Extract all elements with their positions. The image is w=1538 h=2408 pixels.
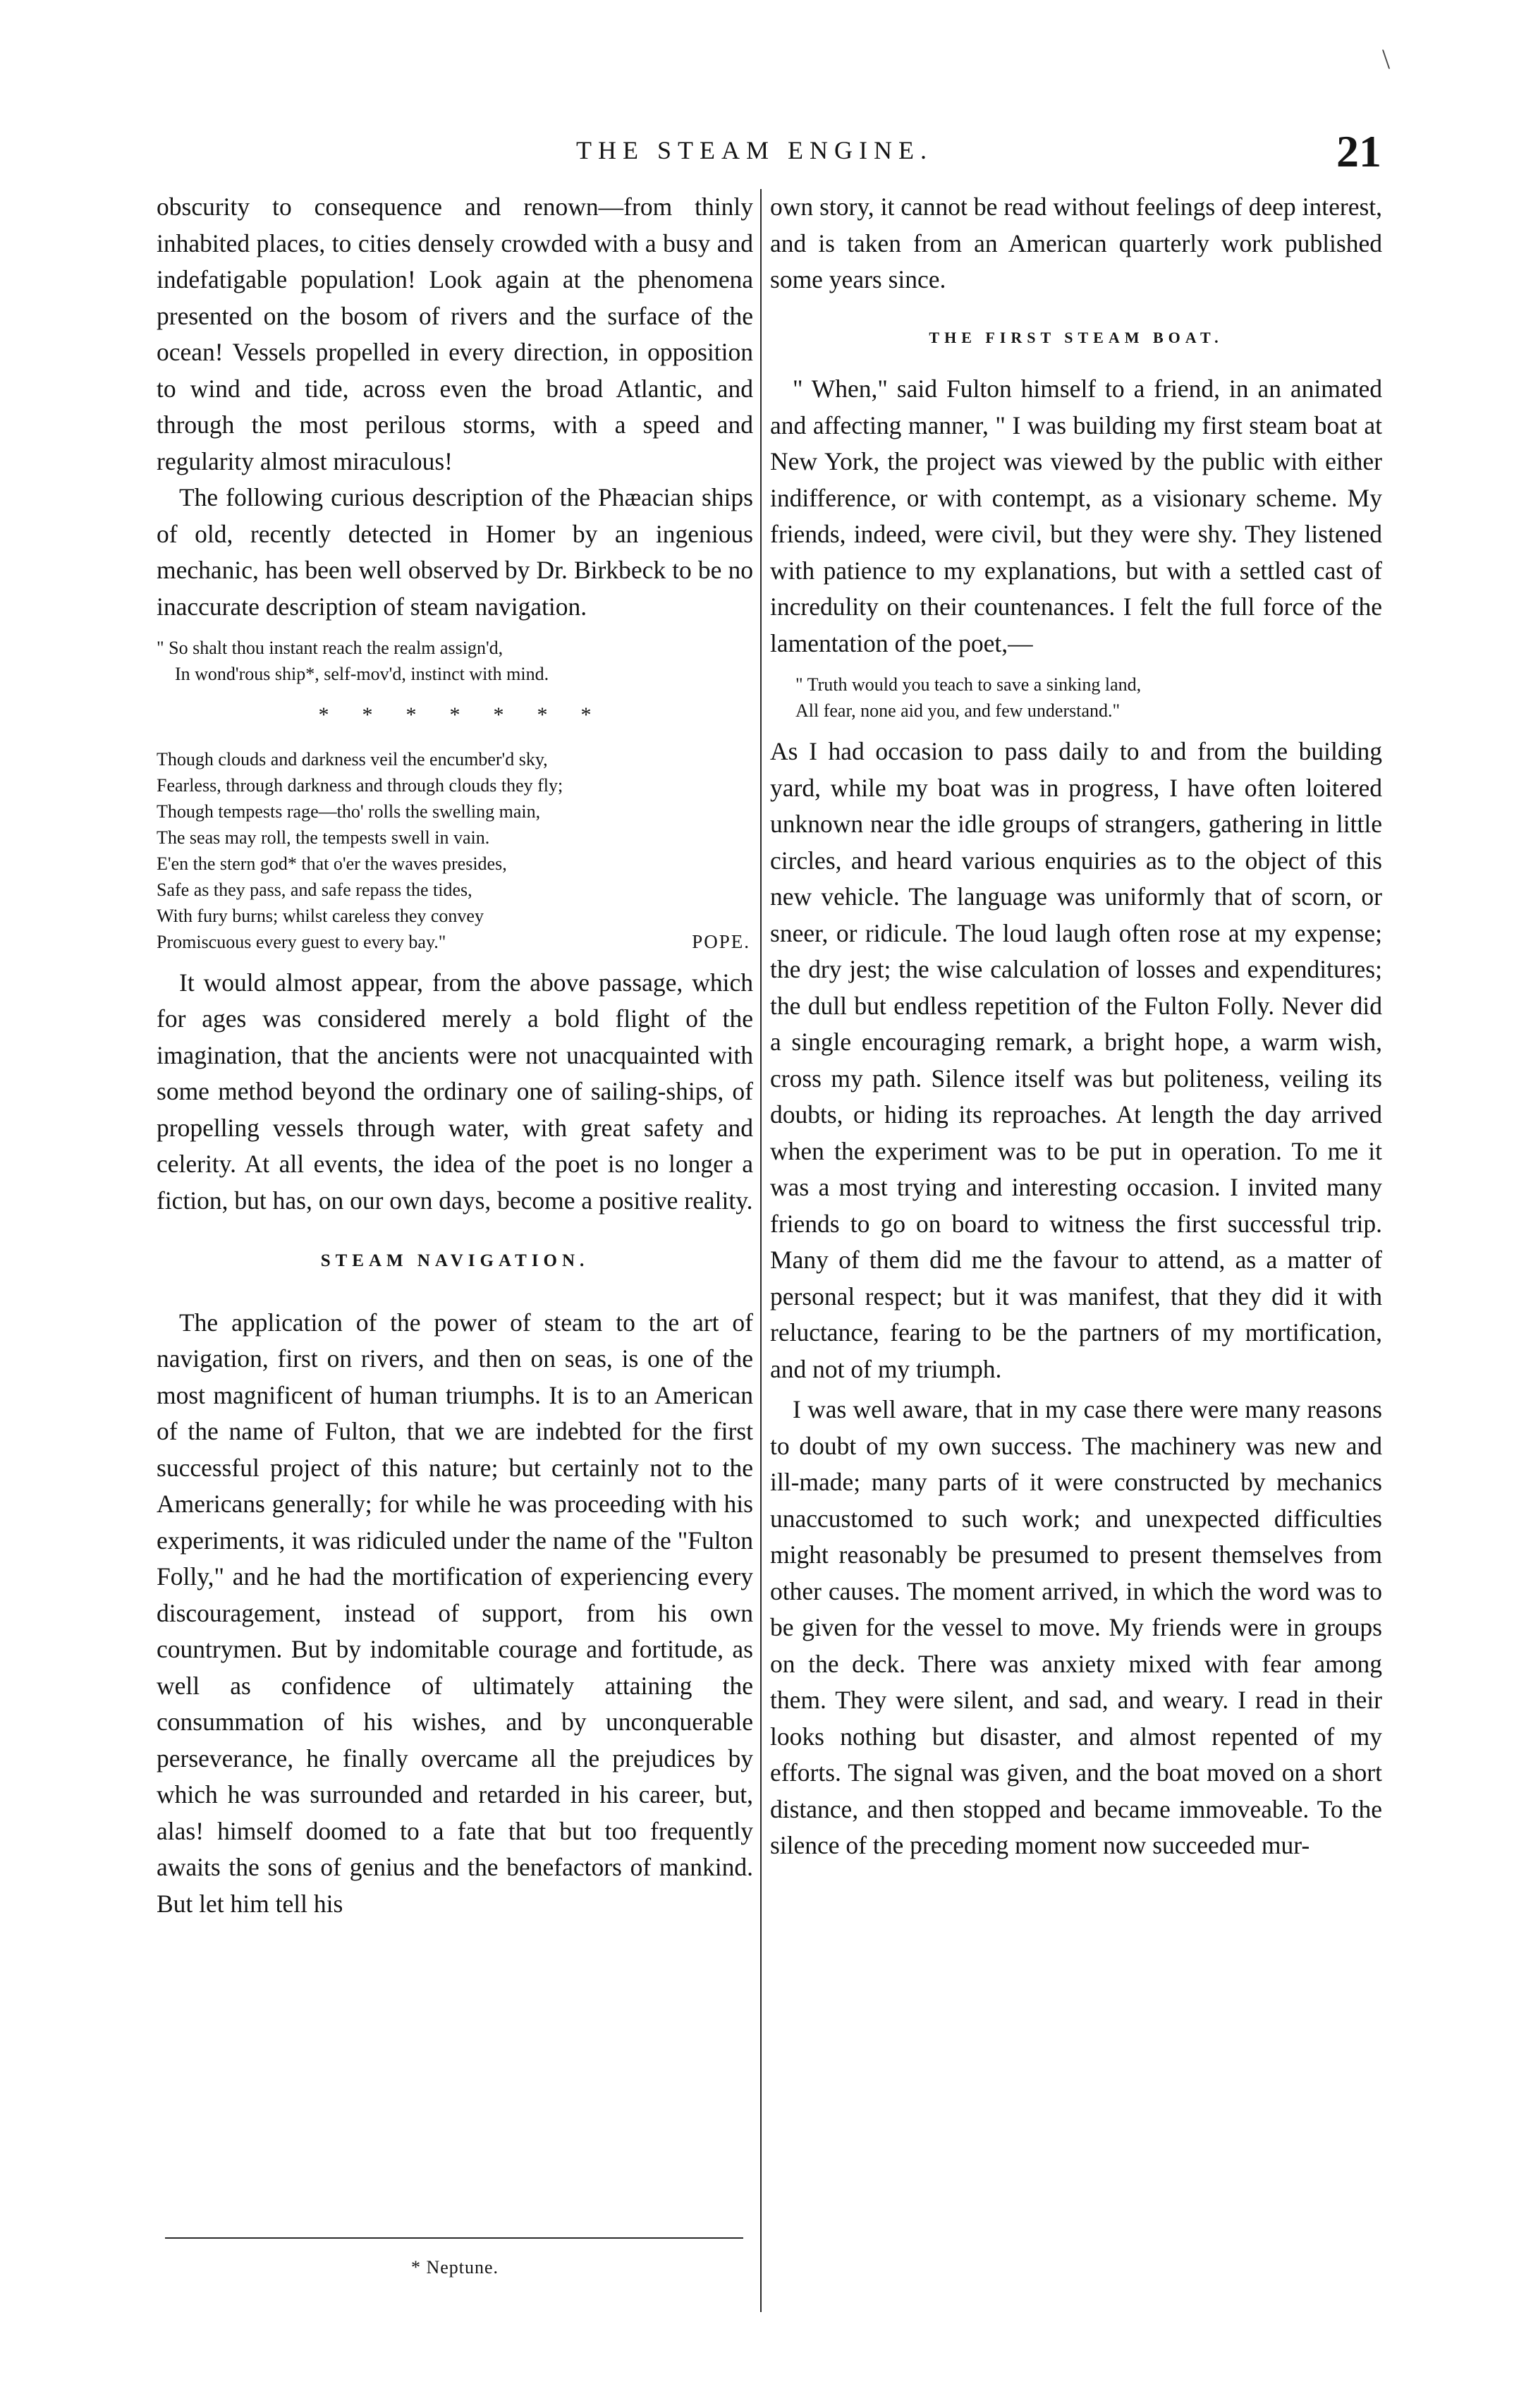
paragraph: It would almost appear, from the above passage, which for ages was considered merely a bold flight of the imagination, that the ancients were not unacquainted with some method beyond the ordinary one of sailing-ships, of propelling vessels through water, with great safety and celerity. At all events, the idea of the poet is no longer a fiction, but has, on our own days, become a positive reality. xyxy=(157,968,753,1215)
verse-line: Promiscuous every guest to every bay." xyxy=(157,931,446,952)
footnote-rule xyxy=(165,2237,743,2239)
section-heading: STEAM NAVIGATION. xyxy=(320,1251,590,1270)
verse-line: " Truth would you teach to save a sinking land, xyxy=(795,674,1142,695)
quote-attribution: POPE. xyxy=(692,930,750,952)
paragraph: The application of the power of steam to the art of navigation, first on rivers, and then on seas, is one of the most magnificent of human triumphs. It is to an American of the name of Fulton, that we are indebted for the first successful project of this nature; but certainly not to the Americans generally; for while he was proceeding with his experiments, it was ridiculed under the name of the "Fulton Folly," and he had the mortification of experiencing every discouragement, instead of support, from his own countrymen. But by indomitable courage and fortitude, as well as confidence of ultimately attaining the consummation of his wishes, and by unconquerable perseverance, he finally overcame all the prejudices by which he was surrounded and retarded in his career, but, alas! himself doomed to a fate that but too frequently awaits the sons of genius and the benefactors of mankind. But let him tell his xyxy=(157,1308,753,1918)
running-head: THE STEAM ENGINE. xyxy=(576,136,933,164)
page-number: 21 xyxy=(1336,126,1381,176)
verse-quote xyxy=(157,635,753,687)
star-mark: * xyxy=(537,703,548,726)
paragraph: " When," said Fulton himself to a friend, in an animated and affecting manner, " I was building my first steam boat at New York, the project was viewed by the public with either indifference, or with contempt, as a visionary scheme. My friends, indeed, were civil, but they were shy. They listened with patience to my explanations, but with a settled cast of incredulity on their countenances. I felt the full force of the lamentation of the poet,— xyxy=(770,375,1382,657)
verse-line: Though clouds and darkness veil the encumber'd sky, xyxy=(157,748,548,770)
paragraph: I was well aware, that in my case there were many reasons to doubt of my own success. The machinery was new and ill-made; many parts of it were constructed by mechanics unaccustomed to such work; and unexpected difficulties might reasonably be presumed to present themselves from other causes. The moment arrived, in which the word was to be given for the vessel to move. My friends were in groups on the deck. There was anxiety mixed with fear among them. They were silent, and sad, and weary. I read in their looks nothing but disaster, and almost repented of my efforts. The signal was given, and the boat moved on a short distance, and then stopped and became immoveable. To the silence of the preceding moment now succeeded mur- xyxy=(770,1395,1382,1859)
verse-line: The seas may roll, the tempests swell in vain. xyxy=(157,827,490,848)
paragraph: obscurity to consequence and renown—from thinly inhabited places, to cities densely crowded with a busy and indefatigable population! Look again at the phenomena presented on the bosom of rivers and the surface of the ocean! Vessels propelled in every direction, in opposition to wind and tide, across even the broad Atlantic, and through the most perilous storms, with a speed and regularity almost miraculous! xyxy=(157,193,753,475)
footnote: * Neptune. xyxy=(410,2257,499,2278)
star-mark: * xyxy=(362,703,373,726)
verse-line: E'en the stern god* that o'er the waves presides, xyxy=(157,853,507,874)
verse-quote xyxy=(157,746,753,955)
verse-line: " So shalt thou instant reach the realm assign'd, xyxy=(157,638,503,658)
paragraph: The following curious description of the Phæacian ships of old, recently detected in Homer by an ingenious mechanic, has been well observed by Dr. Birkbeck to be no inaccurate description of steam navigation. xyxy=(157,483,753,621)
verse-line: Fearless, through darkness and through clouds they fly; xyxy=(157,774,563,796)
verse-last-row xyxy=(157,929,753,955)
verse-line: Safe as they pass, and safe repass the tides, xyxy=(157,879,472,900)
paragraph: own story, it cannot be read without feelings of deep interest, and is taken from an American quarterly work published some years since. xyxy=(770,193,1382,293)
left-column xyxy=(157,189,753,1922)
column-divider xyxy=(760,189,762,2312)
star-mark: * xyxy=(318,703,329,726)
paragraph: As I had occasion to pass daily to and from the building yard, while my boat was in progress, I have often loitered unknown near the idle groups of strangers, gathering in little circles, and heard various enquiries as to the object of this new vehicle. The language was uniformly that of scorn, or sneer, or ridicule. The loud laugh often rose at my expense; the dry jest; the wise calculation of losses and expenditures; the dull but endless repetition of the Fulton Folly. Never did a single encouraging remark, a bright hope, a warm wish, cross my path. Silence itself was but politeness, veiling its doubts, or hiding its reproaches. At length the day arrived when the experiment was to be put in operation. To me it was a most trying and interesting occasion. I invited many friends to go on board to witness the first successful trip. Many of them did me the favour to attend, as a matter of personal respect; but it was manifest, that they did it with reluctance, fearing to be the partners of my mortification, and not of my triumph. xyxy=(770,737,1382,1383)
right-column xyxy=(770,189,1382,1864)
verse-line: With fury burns; whilst careless they convey xyxy=(157,905,484,926)
verse-quote xyxy=(770,671,1382,724)
ellipsis-stars xyxy=(157,697,753,734)
corner-mark: \ xyxy=(1382,43,1391,75)
section-heading: THE FIRST STEAM BOAT. xyxy=(929,328,1223,346)
verse-line: In wond'rous ship*, self-mov'd, instinct with mind. xyxy=(175,664,549,684)
verse-line: All fear, none aid you, and few understand." xyxy=(795,700,1121,721)
verse-line: Though tempests rage—tho' rolls the swelling main, xyxy=(157,801,541,822)
star-mark: * xyxy=(493,703,504,726)
star-mark: * xyxy=(580,703,592,726)
star-mark: * xyxy=(405,703,417,726)
star-mark: * xyxy=(449,703,460,726)
